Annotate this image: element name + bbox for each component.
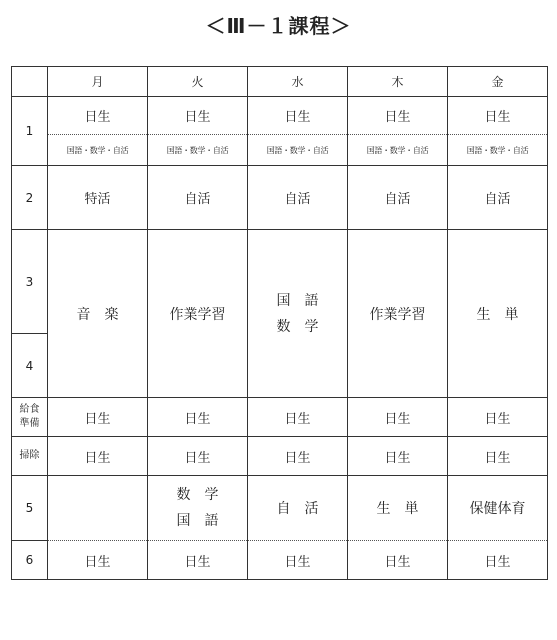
- cell-p1-fri: 日生: [448, 97, 548, 135]
- cell-lunch-tue: 日生: [148, 398, 248, 437]
- lunch-row: [12, 398, 548, 437]
- period-1-sub-row: [12, 135, 548, 166]
- cell-cleaning-fri: 日生: [448, 437, 548, 476]
- cell-p34-tue: 作業学習: [148, 230, 248, 398]
- period-5-row: [12, 476, 548, 541]
- lunch-label: [12, 398, 48, 437]
- period-label-5: 5: [12, 476, 48, 541]
- cell-p1-sub-mon: 国語・数学・自活: [48, 135, 148, 166]
- cell-cleaning-mon: 日生: [48, 437, 148, 476]
- cell-lunch-fri: 日生: [448, 398, 548, 437]
- period-2-row: [12, 166, 548, 230]
- cell-p2-thu: 自活: [348, 166, 448, 230]
- bottom-row: [12, 541, 548, 580]
- cell-lunch-thu: 日生: [348, 398, 448, 437]
- cell-bottom-wed: 日生: [248, 541, 348, 580]
- corner-cell: [12, 67, 48, 97]
- cell-p56-fri: 保健体育: [448, 476, 548, 541]
- cell-p1-sub-tue: 国語・数学・自活: [148, 135, 248, 166]
- cell-p1-wed: 日生: [248, 97, 348, 135]
- period-label-6: 6: [12, 541, 48, 580]
- cell-p1-sub-wed: 国語・数学・自活: [248, 135, 348, 166]
- period-label-4: 4: [12, 334, 48, 398]
- cell-cleaning-thu: 日生: [348, 437, 448, 476]
- page-title: ＜Ⅲ－１課程＞: [205, 14, 352, 38]
- cell-p34-thu: 作業学習: [348, 230, 448, 398]
- cell-p1-thu: 日生: [348, 97, 448, 135]
- cell-bottom-mon: 日生: [48, 541, 148, 580]
- cleaning-label: 掃除: [12, 437, 48, 476]
- period-label-3: 3: [12, 230, 48, 334]
- cell-lunch-mon: 日生: [48, 398, 148, 437]
- cell-p1-sub-fri: 国語・数学・自活: [448, 135, 548, 166]
- cell-p56-tue-line1: 数 学: [176, 487, 219, 503]
- cell-lunch-wed: 日生: [248, 398, 348, 437]
- period-label-1: 1: [12, 97, 48, 166]
- day-header-thu: 木: [348, 67, 448, 97]
- lunch-label-line2: 準備: [19, 418, 40, 429]
- cell-p2-fri: 自活: [448, 166, 548, 230]
- period-label-2: 2: [12, 166, 48, 230]
- day-header-mon: 月: [48, 67, 148, 97]
- cell-cleaning-tue: 日生: [148, 437, 248, 476]
- cell-p34-wed-line2: 数 学: [276, 318, 319, 335]
- day-header-fri: 金: [448, 67, 548, 97]
- cell-p2-wed: 自活: [248, 166, 348, 230]
- cell-p1-mon: 日生: [48, 97, 148, 135]
- cell-p34-wed-line1: 国 語: [276, 292, 319, 309]
- cell-p2-mon: 特活: [48, 166, 148, 230]
- cell-p1-tue: 日生: [148, 97, 248, 135]
- cell-p1-sub-thu: 国語・数学・自活: [348, 135, 448, 166]
- timetable: [11, 66, 548, 580]
- day-header-wed: 水: [248, 67, 348, 97]
- cell-p56-thu: 生 単: [348, 476, 448, 541]
- period-1-row: [12, 97, 548, 135]
- cell-bottom-tue: 日生: [148, 541, 248, 580]
- cell-cleaning-wed: 日生: [248, 437, 348, 476]
- cell-p56-mon: [48, 476, 148, 541]
- cell-bottom-fri: 日生: [448, 541, 548, 580]
- cleaning-row: [12, 437, 548, 476]
- lunch-label-line1: 給食: [19, 404, 40, 415]
- cell-p56-tue-line2: 国 語: [176, 513, 219, 529]
- cell-p34-mon: 音 楽: [48, 230, 148, 398]
- day-header-tue: 火: [148, 67, 248, 97]
- header-row: [12, 67, 548, 97]
- cell-p34-fri: 生 単: [448, 230, 548, 398]
- cell-p2-tue: 自活: [148, 166, 248, 230]
- cell-bottom-thu: 日生: [348, 541, 448, 580]
- cell-p56-wed: 自 活: [248, 476, 348, 541]
- cell-p34-wed: [248, 230, 348, 398]
- cell-p56-tue: [148, 476, 248, 541]
- period-3-row: [12, 230, 548, 334]
